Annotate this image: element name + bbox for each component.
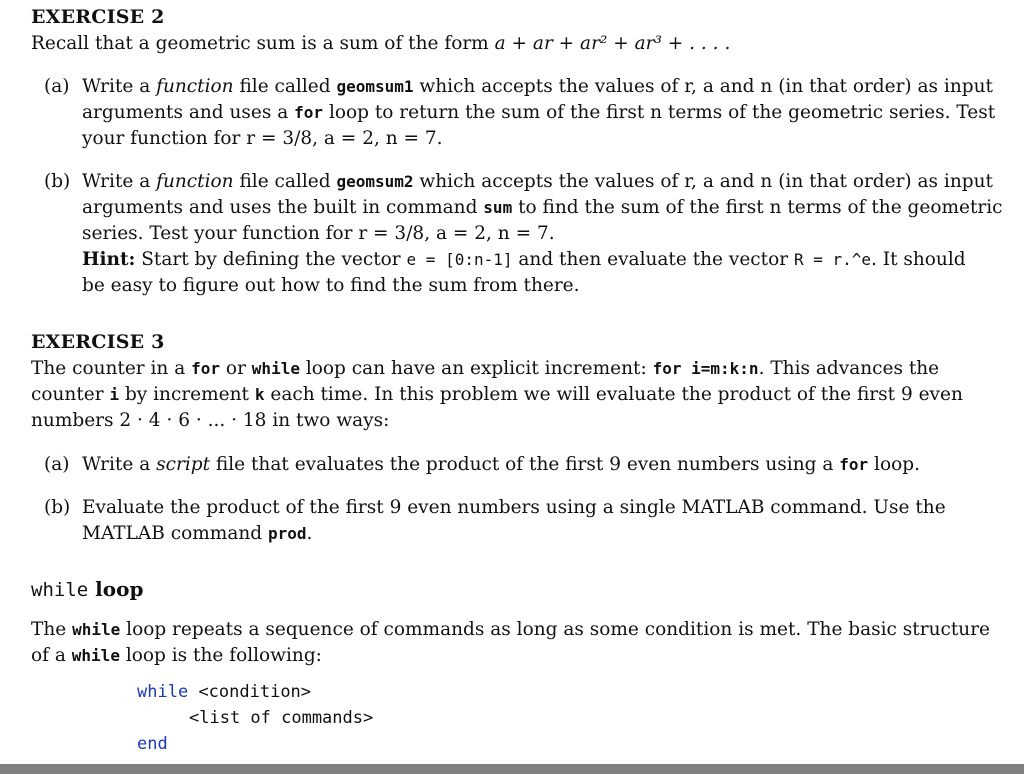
text: arguments and uses a [82,102,295,123]
while-loop-heading [31,577,143,602]
ex3-b-label: (b) [44,497,71,518]
ex3-b-line2 [82,522,312,546]
code-sum: sum [483,198,513,217]
ex3-line1 [31,357,939,381]
text: loop [88,577,144,601]
text: which accepts the values of r, a and n (in that order) as input [413,171,993,192]
text: Write a [82,76,157,97]
while-line2 [31,644,322,668]
code-while: while [31,579,89,601]
ex2-b-line3: series. Test your function for r = 3/8, a = 2, n = 7. [82,223,555,244]
bottom-bar [0,764,1024,774]
text: . [306,523,313,544]
ex2-a-label: (a) [44,76,70,97]
hint-label: Hint: [82,249,136,270]
emphasis-text: function [156,76,234,97]
exercise-2-heading: EXERCISE 2 [31,6,165,28]
code-for-i: for i=m:k:n [652,359,759,378]
ex3-line2 [31,383,963,407]
text: file called [233,171,337,192]
text: loop. [868,454,920,475]
while-line1 [31,618,990,642]
text: The counter in a [31,358,192,379]
code-while: while [251,359,300,378]
exercise-3-heading: EXERCISE 3 [31,331,165,353]
ex2-a-line3: your function for r = 3/8, a = 2, n = 7. [82,128,443,149]
text: MATLAB command [82,523,269,544]
text: Write a [82,454,157,475]
text: by increment [119,384,255,405]
ex3-b-line1: Evaluate the product of the first 9 even numbers using a single MATLAB command. Use the [82,497,946,518]
code-for: for [191,359,221,378]
text: which accepts the values of r, a and n (in that order) as input [413,76,993,97]
ex2-b-hint-line [82,248,966,272]
code-for: for [839,455,869,474]
ex3-line3: numbers 2 · 4 · 6 · ... · 18 in two ways: [31,410,390,431]
ex2-b-line1 [82,170,993,194]
text: loop can have an explicit increment: [299,358,653,379]
text: file that evaluates the product of the first 9 even numbers using a [210,454,840,475]
ex3-a-label: (a) [44,454,70,475]
text: loop repeats a sequence of commands as long as some condition is met. The basic structure [120,619,990,640]
keyword-end: end [137,734,168,754]
text: The [31,619,73,640]
code-i: i [109,385,120,404]
ex2-b-line5: be easy to figure out how to find the sum from there. [82,275,580,296]
ex2-a-line1 [82,75,993,99]
text: each time. In this problem we will evaluate the product of the first 9 even [264,384,963,405]
code-while: while [72,620,121,639]
code-condition: <condition> [198,682,312,702]
text: or [220,358,252,379]
ex2-intro-text: Recall that a geometric sum is a sum of the form [31,33,489,54]
code-while: while [71,646,120,665]
text: and then evaluate the vector [512,249,794,270]
ex2-series-formula: a + ar + ar² + ar³ + . . . . [494,33,731,54]
text: . It should [871,249,966,270]
ex2-b-label: (b) [44,171,71,192]
keyword-while: while [137,682,189,702]
code-prod: prod [268,524,307,543]
text: file called [233,76,337,97]
code-vector-e: e = [0:n-1] [406,250,513,269]
code-geomsum2: geomsum2 [336,172,414,191]
emphasis-text: script [156,454,211,475]
text: . This advances the [758,358,940,379]
code-k: k [254,385,265,404]
text: of a [31,645,72,666]
text: counter [31,384,110,405]
ex2-intro [31,32,730,56]
code-vector-R: R = r.^e [793,250,871,269]
ex2-a-line2 [82,101,995,125]
ex3-a-line1 [82,453,920,477]
text: arguments and uses the built in command [82,197,484,218]
text: loop to return the sum of the first n terms of the geometric series. Test [323,102,996,123]
text: to find the sum of the first n terms of the geometric [512,197,1003,218]
text: loop is the following: [119,645,322,666]
text: Write a [82,171,157,192]
code-line-body: <list of commands> [189,708,374,728]
code-geomsum1: geomsum1 [336,77,414,96]
code-for: for [294,103,324,122]
ex2-b-line2 [82,196,1003,220]
emphasis-text: function [156,171,234,192]
code-line-while [137,682,311,702]
text: Start by defining the vector [135,249,407,270]
